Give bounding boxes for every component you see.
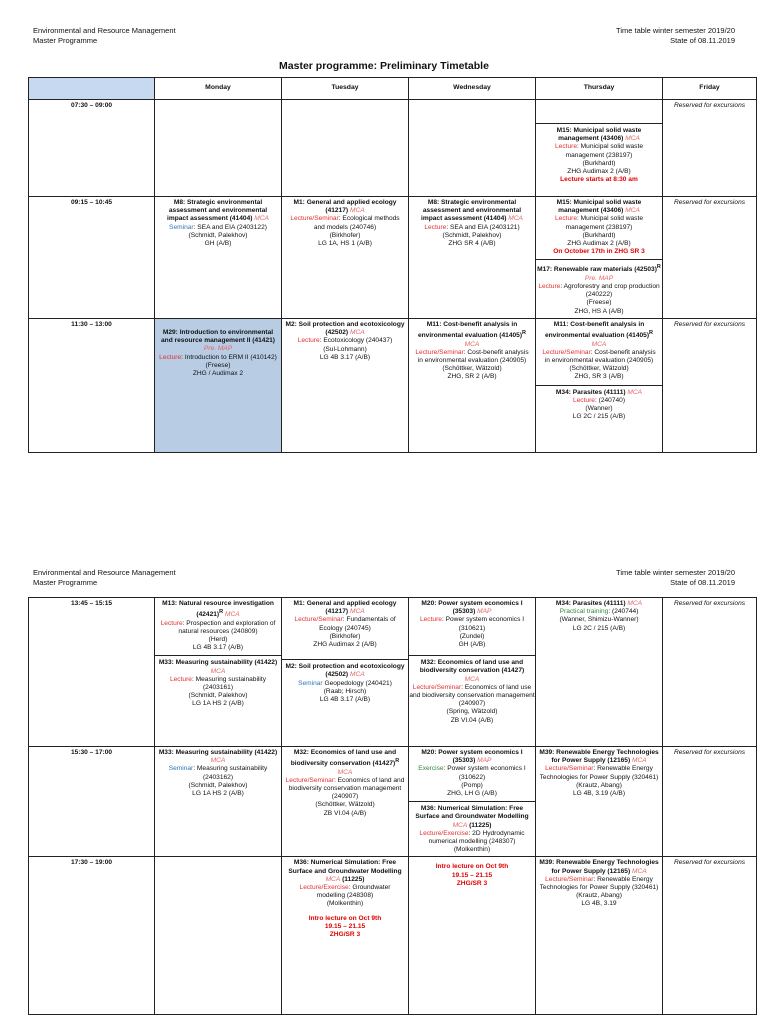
course-lecturer: (Burkhardt): [582, 231, 616, 239]
course-room: LG 4B, 3.19 (A/B): [572, 790, 626, 798]
course-room: LG 1A, HS 1 (A/B): [318, 240, 372, 248]
course-cell: [282, 857, 409, 1015]
course-title: M1: General and applied ecology (41217): [293, 600, 397, 616]
course-title: M8: Strategic environmental assessment and environmental impact assessment (41404): [167, 199, 268, 223]
time-row: [29, 319, 757, 453]
time-slot: 09:15 – 10:45: [29, 197, 155, 319]
course-tag: Pre. MAP: [584, 274, 614, 282]
timetable-morning: [28, 77, 757, 453]
course-desc: : Power system economics I (310621): [441, 616, 525, 632]
course-tag: MCA: [464, 675, 480, 683]
course-title: M15: Municipal solid waste management (43406): [556, 199, 642, 215]
header-right: [616, 568, 735, 588]
course-type: Lecture: [538, 283, 561, 291]
course-title: M32: Economics of land use and biodiversity conservation (41427): [290, 749, 397, 768]
course-room: ZHG, HS A (A/B): [574, 307, 624, 315]
time-slot: 13:45 – 15:15: [29, 598, 155, 747]
course-title: M34: Parasites (41111): [555, 600, 626, 607]
course-cell: [155, 747, 282, 857]
time-slot: 07:30 – 09:00: [29, 100, 155, 197]
empty-cell: [409, 100, 536, 197]
course-cell: [536, 319, 663, 453]
course-type: Lecture: [572, 396, 595, 404]
course-desc: : Cost-benefit analysis in environmental evaluation (240905): [417, 348, 529, 364]
time-slot: 17:30 – 19:00: [29, 857, 155, 1015]
empty-cell: [155, 100, 282, 197]
course-sup: R: [656, 264, 661, 271]
day-tuesday: Tuesday: [282, 78, 409, 100]
course-lecturer: (Freese): [205, 361, 231, 369]
course-type: Lecture/Seminar: [545, 875, 594, 883]
course-type: Seminar: [298, 679, 323, 687]
course-lecturer: (Wanner): [585, 405, 613, 413]
course-cell: [409, 319, 536, 453]
course-note: ZHG/SR 3: [456, 879, 488, 887]
course-type: Lecture: [424, 223, 447, 231]
course-room: LG 4B 3.17 (A/B): [192, 644, 244, 652]
course-cell: [282, 598, 409, 747]
course-type: Lecture: [297, 337, 320, 345]
course-desc: : Power system economics I (310622): [443, 765, 526, 781]
course-room: ZHG Audimax 2 (A/B): [313, 641, 377, 649]
course-desc: : SEA and EIA (2403122): [193, 223, 267, 231]
course-tag: MAP: [477, 757, 492, 765]
course-title: M2: Soil protection and ecotoxicology (42502): [285, 321, 405, 337]
course-desc: : Cost-benefit analysis in environmental evaluation (240905): [544, 348, 656, 364]
course-desc: Geopedology (240421): [322, 679, 392, 687]
day-header-row: [29, 78, 757, 100]
course-desc: : Economics of land and biodiversity conservation management (240907): [288, 776, 405, 801]
day-wednesday: Wednesday: [409, 78, 536, 100]
course-tag: MCA: [349, 207, 365, 215]
course-desc: : Municipal solid waste management (238197): [565, 215, 643, 231]
course-type: Lecture/Seminar: [285, 776, 334, 784]
course-title: M11: Cost-benefit analysis in environmental evaluation (41405): [417, 321, 523, 340]
course-title: M2: Soil protection and ecotoxicology (42502): [285, 663, 405, 679]
time-row: [29, 100, 757, 197]
course-room: ZB VI.04 (A/B): [323, 809, 367, 817]
course-tag: MCA: [631, 757, 647, 765]
course-title: M32: Economics of land use and biodiversity conservation (41427): [419, 659, 525, 675]
reserved-cell: Reserved for excursions: [663, 857, 757, 1015]
time-slot: 15:30 – 17:00: [29, 747, 155, 857]
course-cell: [409, 197, 536, 319]
course-title: M17: Renewable raw materials (42503): [537, 266, 657, 274]
course-type: Lecture/Seminar: [290, 215, 339, 223]
header-left: [33, 26, 176, 46]
course-desc: : Measuring sustainability (2403162): [193, 765, 268, 781]
course-room: ZHG Audimax 2 (A/B): [567, 240, 631, 248]
course-sup: R: [395, 758, 400, 765]
course-desc: : Groundwater modelling (248308): [316, 884, 391, 900]
course-lecturer: (Schmidt, Palekhov): [442, 231, 502, 239]
course-tag: MCA: [337, 768, 353, 776]
page-title: Master programme: Preliminary Timetable: [279, 60, 489, 72]
course-sup: R: [649, 330, 654, 337]
course-tag: MCA: [210, 667, 226, 675]
course-desc: : Ecotoxicology (240437): [319, 337, 393, 345]
course-lecturer: (Schmidt, Palekhov): [188, 781, 248, 789]
programme-type: Master Programme: [33, 36, 98, 45]
course-cell-continued: [409, 857, 536, 1015]
course-cell: [536, 100, 663, 197]
reserved-cell: Reserved for excursions: [663, 598, 757, 747]
course-note: 19.15 – 21.15: [324, 922, 366, 930]
course-type: Lecture: [419, 616, 442, 624]
time-row: [29, 747, 757, 857]
time-row: [29, 857, 757, 1015]
time-row: [29, 598, 757, 747]
course-type: Lecture: [555, 143, 578, 151]
reserved-cell: Reserved for excursions: [663, 197, 757, 319]
course-lecturer: (Zundel): [459, 632, 485, 640]
course-type: Seminar: [168, 765, 194, 773]
course-title: M11: Cost-benefit analysis in environmental evaluation (41405): [544, 321, 650, 340]
course-type: Lecture/Exercise: [299, 884, 349, 892]
corner-cell: [29, 78, 155, 100]
course-desc: : Introduction to ERM II (410142): [181, 353, 277, 361]
course-lecturer: (Herd): [208, 636, 228, 643]
course-title: M39: Renewable Energy Technologies for Power Supply (12165): [539, 859, 659, 875]
course-type: Lecture/Seminar: [415, 348, 464, 356]
course-tag: MCA: [224, 611, 240, 619]
course-title: M20: Power system economics I (35303): [421, 600, 523, 616]
course-lecturer: (Krautz, Abang): [576, 892, 622, 900]
course-desc: : Municipal solid waste management (238197): [565, 143, 643, 159]
course-tag: MCA: [508, 215, 523, 223]
course-tag: MCA: [210, 757, 226, 765]
course-lecturer: (Schöttker, Wätzold): [315, 801, 375, 809]
course-code: (11225): [469, 821, 492, 829]
course-title: M20: Power system economics I (35303): [421, 749, 523, 765]
course-title: M33: Measuring sustainability (41422): [158, 659, 278, 667]
course-type: Lecture/Seminar: [294, 616, 343, 624]
course-desc: : Agroforestry and crop production (240222): [560, 283, 660, 299]
empty-cell: [155, 857, 282, 1015]
program-name: Environmental and Resource Management: [33, 568, 176, 577]
course-cell: [536, 857, 663, 1015]
course-room: GH (A/B): [458, 641, 486, 649]
course-lecturer: (Sul-Lohmann): [323, 345, 367, 353]
course-note: Intro lecture on Oct 9th: [308, 914, 382, 922]
course-lecturer: (Schöttker, Wätzold): [569, 365, 629, 373]
course-type: Lecture/Seminar: [542, 348, 591, 356]
course-desc: : (240740): [594, 396, 626, 404]
course-room: GH (A/B): [204, 240, 232, 248]
course-title: M29: Introduction to environmental and resource management II (41421): [161, 329, 275, 345]
programme-type: Master Programme: [33, 578, 98, 587]
course-tag: Pre. MAP: [203, 345, 233, 353]
course-room: LG 1A HS 2 (A/B): [192, 790, 244, 798]
course-cell: [155, 197, 282, 319]
header-right: [616, 26, 735, 46]
course-lecturer: (Schmidt, Palekhov): [188, 231, 248, 239]
course-desc: : Fundamentals of Ecology (240745): [319, 616, 396, 632]
course-type: Lecture/Seminar: [412, 683, 462, 691]
course-room: ZHG, SR 2 (A/B): [447, 373, 497, 381]
course-tag: MCA: [627, 600, 643, 607]
course-desc: : Prospection and exploration of natural resources (240809): [178, 619, 276, 635]
course-lecturer: (Molkenthin): [453, 846, 491, 854]
course-room: LG 4B 3.17 (A/B): [319, 353, 371, 361]
course-lecturer: (Burkhardt): [582, 159, 616, 167]
course-desc: : Measuring sustainability (2403161): [191, 675, 267, 692]
course-title: M36: Numerical Simulation: Free Surface and Groundwater Modelling: [415, 805, 529, 821]
time-slot: 11:30 – 13:00: [29, 319, 155, 453]
course-note: ZHG/SR 3: [329, 931, 361, 939]
course-room: ZHG SR 4 (A/B): [448, 240, 496, 248]
course-tag: MCA: [452, 821, 468, 829]
course-desc: : Economics of land use and biodiversity conservation management (240907): [409, 683, 535, 708]
course-tag: MCA: [625, 207, 640, 215]
course-lecturer: (Birkhofer): [329, 632, 361, 640]
course-title: M39: Renewable Energy Technologies for Power Supply (12165): [539, 749, 659, 765]
course-cell: [282, 319, 409, 453]
state-date: State of 08.11.2019: [670, 36, 735, 45]
header-left: [33, 568, 176, 588]
reserved-cell: Reserved for excursions: [663, 319, 757, 453]
course-cell: [536, 197, 663, 319]
time-row: [29, 197, 757, 319]
course-cell: [282, 747, 409, 857]
course-tag: MCA: [349, 608, 365, 616]
course-cell: [409, 598, 536, 747]
course-room: LG 2C / 215 (A/B): [572, 413, 626, 421]
course-room: LG 1A HS 2 (A/B): [192, 700, 244, 708]
course-title: M1: General and applied ecology (41217): [293, 199, 397, 215]
course-sup: R: [522, 330, 527, 337]
course-tag: MCA: [627, 388, 643, 396]
course-lecturer: (Molkenthin): [326, 900, 364, 908]
course-tag: MAP: [477, 608, 492, 616]
course-type: Lecture: [159, 353, 182, 361]
course-sup: R: [219, 609, 224, 616]
state-date: State of 08.11.2019: [670, 578, 735, 587]
course-code: (11225): [342, 875, 365, 883]
course-type: Lecture/Exercise: [419, 829, 469, 837]
course-cell: [536, 598, 663, 747]
course-tag: MCA: [349, 671, 365, 679]
course-room: ZB VI.04 (A/B): [450, 716, 494, 724]
course-title: M33: Measuring sustainability (41422): [158, 749, 278, 756]
course-type: Lecture: [169, 675, 192, 683]
course-tag: MCA: [349, 329, 365, 337]
course-tag: MCA: [591, 340, 607, 348]
empty-cell: [282, 100, 409, 197]
course-desc: : Renewable Energy Technologies for Power Supply (320461): [539, 765, 659, 781]
course-title: M15: Municipal solid waste management (43406): [556, 127, 642, 143]
course-room: ZHG, LH G (A/B): [447, 790, 497, 798]
course-cell: [155, 598, 282, 747]
course-lecturer: (Krautz, Abang): [576, 781, 622, 789]
course-desc: : (240744): [608, 608, 639, 616]
course-room: ZHG Audimax 2 (A/B): [567, 168, 631, 176]
program-name: Environmental and Resource Management: [33, 26, 176, 35]
timetable-afternoon: [28, 597, 757, 1015]
course-type: Seminar: [169, 223, 194, 231]
course-lecturer: (Wanner, Shimizu-Wanner): [559, 616, 639, 624]
course-note: On October 17th in ZHG SR 3: [553, 248, 645, 256]
course-lecturer: (Freese): [586, 299, 612, 307]
course-title: M34: Parasites (41111): [555, 388, 626, 396]
course-lecturer: (Birkhofer): [329, 231, 361, 239]
course-room: LG 2C / 215 (A/B): [572, 624, 626, 632]
course-cell: [409, 747, 536, 857]
course-tag: MCA: [325, 875, 341, 883]
course-lecturer: (Schöttker, Wätzold): [442, 365, 502, 373]
course-type: Practical training: [559, 608, 609, 616]
day-monday: Monday: [155, 78, 282, 100]
course-tag: MCA: [254, 215, 269, 223]
course-type: Exercise: [418, 765, 444, 773]
course-lecturer: (Raab; Hirsch): [323, 687, 367, 695]
reserved-cell: Reserved for excursions: [663, 100, 757, 197]
course-cell: [536, 747, 663, 857]
course-tag: MCA: [631, 867, 647, 875]
course-tag: MCA: [625, 135, 640, 143]
course-type: Lecture/Seminar: [545, 765, 594, 773]
day-thursday: Thursday: [536, 78, 663, 100]
course-cell: [155, 319, 282, 453]
semester-label: Time table winter semester 2019/20: [616, 568, 735, 577]
course-title: M8: Strategic environmental assessment and environmental impact assessment (41404): [421, 199, 522, 223]
semester-label: Time table winter semester 2019/20: [616, 26, 735, 35]
reserved-cell: Reserved for excursions: [663, 747, 757, 857]
course-desc: : Renewable Energy Technologies for Power Supply (320461): [539, 875, 659, 892]
course-title: M36: Numerical Simulation: Free Surface and Groundwater Modelling: [288, 859, 402, 875]
course-lecturer: (Spring, Wätzold): [446, 708, 498, 716]
course-lecturer: (Pomp): [461, 781, 483, 789]
day-friday: Friday: [663, 78, 757, 100]
course-type: Lecture: [160, 619, 183, 627]
course-tag: MCA: [464, 340, 480, 348]
course-note: Lecture starts at 8:30 am: [560, 176, 638, 184]
course-lecturer: (Schmidt, Palekhov): [188, 692, 248, 700]
course-desc: : 2D Hydrodynamic numerical modelling (248307): [428, 829, 525, 846]
course-desc: : Ecological methods and models (240746): [313, 215, 400, 231]
course-desc: : SEA and EIA (2403121): [446, 223, 520, 231]
course-note: Intro lecture on Oct 9th: [435, 863, 509, 871]
course-note: 19.15 – 21.15: [451, 871, 493, 879]
course-room: ZHG, SR 3 (A/B): [574, 373, 624, 381]
course-room: ZHG / Audimax 2: [192, 370, 244, 378]
course-room: LG 4B 3.17 (A/B): [319, 696, 371, 704]
course-type: Lecture: [555, 215, 578, 223]
course-room: LG 4B, 3.19: [581, 900, 617, 908]
course-cell: [282, 197, 409, 319]
course-title: M13: Natural resource investigation (42421): [162, 600, 274, 619]
